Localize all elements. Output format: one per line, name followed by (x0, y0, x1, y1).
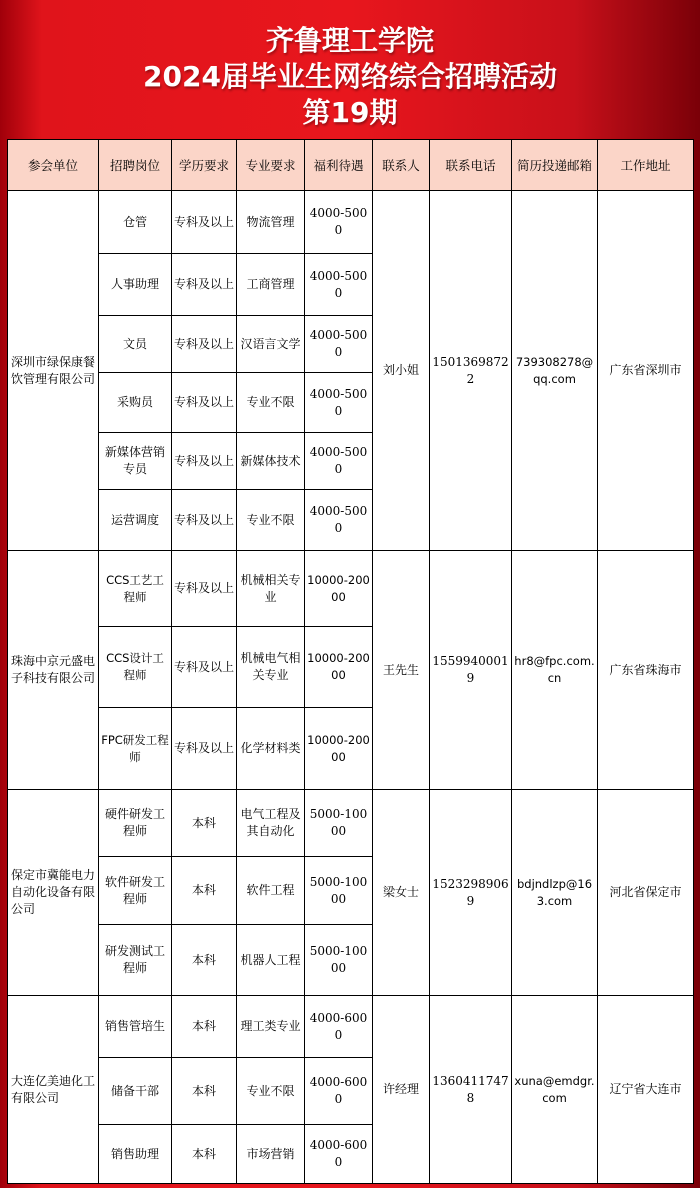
salary: 4000-6000 (305, 1058, 373, 1125)
table-row (8, 790, 694, 857)
major-req: 新媒体技术 (237, 433, 305, 490)
resume-email: xuna@emdgr.com (512, 996, 598, 1184)
col-header-major: 专业要求 (237, 140, 305, 191)
position-title: 储备干部 (99, 1058, 172, 1125)
major-req: 机械电气相关专业 (237, 627, 305, 708)
education-req: 专科及以上 (172, 708, 237, 790)
col-header-salary: 福利待遇 (305, 140, 373, 191)
education-req: 专科及以上 (172, 191, 237, 254)
table-row (8, 191, 694, 254)
major-req: 物流管理 (237, 191, 305, 254)
resume-email: bdjndlzp@163.com (512, 790, 598, 996)
position-title: 销售助理 (99, 1125, 172, 1184)
major-req: 专业不限 (237, 373, 305, 433)
salary: 10000-20000 (305, 551, 373, 627)
education-req: 本科 (172, 996, 237, 1058)
position-title: 研发测试工程师 (99, 925, 172, 996)
event-title: 2024届毕业生网络综合招聘活动 (143, 60, 557, 93)
recruitment-table-container (7, 139, 693, 1184)
salary: 4000-6000 (305, 996, 373, 1058)
education-req: 专科及以上 (172, 316, 237, 373)
company-name: 大连亿美迪化工有限公司 (8, 996, 99, 1184)
major-req: 专业不限 (237, 1058, 305, 1125)
position-title: 销售管培生 (99, 996, 172, 1058)
salary: 4000-5000 (305, 316, 373, 373)
major-req: 化学材料类 (237, 708, 305, 790)
salary: 5000-10000 (305, 857, 373, 925)
school-name: 齐鲁理工学院 (265, 24, 434, 57)
issue-number: 第19期 (302, 96, 398, 129)
col-header-position: 招聘岗位 (99, 140, 172, 191)
company-name: 保定市冀能电力自动化设备有限公司 (8, 790, 99, 996)
education-req: 专科及以上 (172, 490, 237, 551)
page-header (0, 0, 700, 140)
position-title: 文员 (99, 316, 172, 373)
position-title: 采购员 (99, 373, 172, 433)
contact-phone: 15013698722 (430, 191, 512, 551)
table-row (8, 551, 694, 627)
salary: 4000-6000 (305, 1125, 373, 1184)
col-header-contact: 联系人 (373, 140, 430, 191)
major-req: 机器人工程 (237, 925, 305, 996)
col-header-company: 参会单位 (8, 140, 99, 191)
major-req: 电气工程及其自动化 (237, 790, 305, 857)
salary: 4000-5000 (305, 254, 373, 316)
position-title: 运营调度 (99, 490, 172, 551)
recruitment-table (7, 139, 694, 1184)
position-title: 新媒体营销专员 (99, 433, 172, 490)
contact-person: 梁女士 (373, 790, 430, 996)
work-address: 河北省保定市 (598, 790, 694, 996)
major-req: 理工类专业 (237, 996, 305, 1058)
salary: 4000-5000 (305, 373, 373, 433)
major-req: 机械相关专业 (237, 551, 305, 627)
work-address: 广东省深圳市 (598, 191, 694, 551)
education-req: 本科 (172, 790, 237, 857)
major-req: 汉语言文学 (237, 316, 305, 373)
col-header-phone: 联系电话 (430, 140, 512, 191)
position-title: CCS工艺工程师 (99, 551, 172, 627)
education-req: 专科及以上 (172, 433, 237, 490)
resume-email: 739308278@qq.com (512, 191, 598, 551)
salary: 4000-5000 (305, 433, 373, 490)
major-req: 工商管理 (237, 254, 305, 316)
company-name: 深圳市绿保康餐饮管理有限公司 (8, 191, 99, 551)
table-header-row (8, 140, 694, 191)
company-name: 珠海中京元盛电子科技有限公司 (8, 551, 99, 790)
major-req: 市场营销 (237, 1125, 305, 1184)
education-req: 本科 (172, 1125, 237, 1184)
education-req: 专科及以上 (172, 551, 237, 627)
contact-phone: 15599400019 (430, 551, 512, 790)
position-title: 软件研发工程师 (99, 857, 172, 925)
major-req: 专业不限 (237, 490, 305, 551)
education-req: 专科及以上 (172, 254, 237, 316)
resume-email: hr8@fpc.com.cn (512, 551, 598, 790)
position-title: 仓管 (99, 191, 172, 254)
position-title: CCS设计工程师 (99, 627, 172, 708)
contact-person: 刘小姐 (373, 191, 430, 551)
education-req: 本科 (172, 857, 237, 925)
education-req: 本科 (172, 1058, 237, 1125)
position-title: 硬件研发工程师 (99, 790, 172, 857)
contact-phone: 13604117478 (430, 996, 512, 1184)
education-req: 专科及以上 (172, 627, 237, 708)
position-title: FPC研发工程师 (99, 708, 172, 790)
education-req: 专科及以上 (172, 373, 237, 433)
col-header-address: 工作地址 (598, 140, 694, 191)
salary: 10000-20000 (305, 627, 373, 708)
table-row (8, 996, 694, 1058)
salary: 4000-5000 (305, 191, 373, 254)
salary: 4000-5000 (305, 490, 373, 551)
contact-phone: 15232989069 (430, 790, 512, 996)
education-req: 本科 (172, 925, 237, 996)
salary: 10000-20000 (305, 708, 373, 790)
salary: 5000-10000 (305, 925, 373, 996)
position-title: 人事助理 (99, 254, 172, 316)
major-req: 软件工程 (237, 857, 305, 925)
contact-person: 王先生 (373, 551, 430, 790)
col-header-email: 简历投递邮箱 (512, 140, 598, 191)
col-header-education: 学历要求 (172, 140, 237, 191)
salary: 5000-10000 (305, 790, 373, 857)
work-address: 广东省珠海市 (598, 551, 694, 790)
contact-person: 许经理 (373, 996, 430, 1184)
work-address: 辽宁省大连市 (598, 996, 694, 1184)
